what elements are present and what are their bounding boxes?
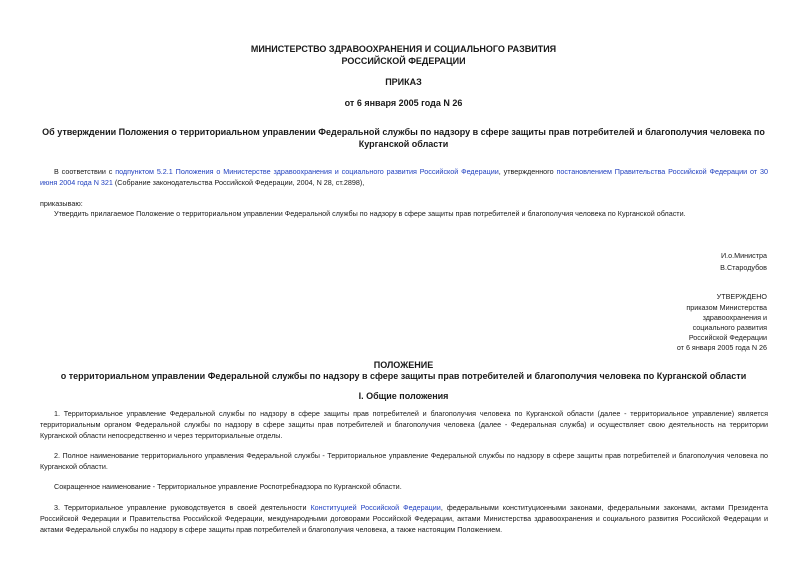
constitution-link[interactable]: Конституцией Российской Федерации [310, 503, 441, 512]
doc-title-line2: Курганской области [358, 139, 449, 149]
doc-date-number: от 6 января 2005 года N 26 [344, 98, 463, 108]
approved-line4: социального развития [692, 323, 767, 332]
ministry-line2: РОССИЙСКОЙ ФЕДЕРАЦИИ [341, 56, 466, 66]
approved-line3: здравоохранения и [702, 313, 767, 322]
section-heading: I. Общие положения [358, 391, 449, 401]
doc-title-line1: Об утверждении Положения о территориальном управлении Федеральной службы по надзору в сфере защиты прав потребителей и благополучия человека по [42, 127, 765, 137]
order-word: приказываю: [40, 199, 83, 208]
approve-text: Утвердить прилагаемое Положение о территориальном управлении Федеральной службы по надзору в сфере защиты прав потребителей и благополучия человека по Курганской области. [54, 209, 686, 218]
approved-line2: приказом Министерства [686, 303, 767, 312]
item-3-text-b: , федеральными конституционными законами, федеральными законами, актами Президента Российской Федерации и Правительства Российской Федерации, международными договорами Российской Федерации, актами Министерства здравоохранения и социального развития Российской Федерации и актами Федеральной службы по надзору в сфере защиты прав потребителей и благополучия человека, а также настоящим Положением. [40, 503, 768, 534]
regulation-subheading: о территориальном управлении Федеральной службы по надзору в сфере защиты прав потребителей и благополучия человека по Курганской области [60, 371, 747, 381]
item-3-text-a: 3. Территориальное управление руководствуется в своей деятельности [54, 503, 311, 512]
approved-line1: УТВЕРЖДЕНО [716, 292, 767, 301]
signature-name: В.Стародубов [720, 263, 767, 272]
approved-line6: от 6 января 2005 года N 26 [676, 343, 767, 352]
item-2: 2. Полное наименование территориального управления Федеральной службы - Территориальное управление Федеральной службы по надзору в сфере защиты прав потребителей и благополучия человека по Курганской области. [40, 451, 768, 471]
preamble-text-c: (Собрание законодательства Российской Федерации, 2004, N 28, ст.2898), [112, 178, 365, 187]
item-1: 1. Территориальное управление Федеральной службы по надзору в сфере защиты прав потребителей и благополучия человека по Курганской области (далее - территориальное управление) является территориальным органом Федеральной службы по надзору в сфере защиты прав потребителей и благополучия человека (далее - Федеральная служба) и осуществляет свою деятельность на территории Курганской области непосредственно и через территориальные отделы. [40, 409, 768, 440]
signature-position: И.о.Министра [720, 251, 767, 260]
preamble-text-a: В соответствии с [54, 167, 116, 176]
regulation-heading: ПОЛОЖЕНИЕ [373, 360, 434, 370]
item-3 [40, 502, 768, 535]
regulation-link[interactable]: подпунктом 5.2.1 Положения о Министерстве здравоохранения и социального развития Российской Федерации [115, 167, 499, 176]
approved-line5: Российской Федерации [688, 333, 767, 342]
preamble-text-b: , утвержденного [498, 167, 557, 176]
doc-type: ПРИКАЗ [385, 77, 422, 87]
short-name: Сокращенное наименование - Территориальное управление Роспотребнадзора по Курганской области. [54, 482, 402, 491]
government-decree-link[interactable]: постановлением Правительства Российской Федерации от 30 июня 2004 года N 321 [40, 167, 769, 187]
preamble-paragraph [40, 166, 768, 188]
ministry-line1: МИНИСТЕРСТВО ЗДРАВООХРАНЕНИЯ И СОЦИАЛЬНОГО РАЗВИТИЯ [250, 44, 557, 54]
